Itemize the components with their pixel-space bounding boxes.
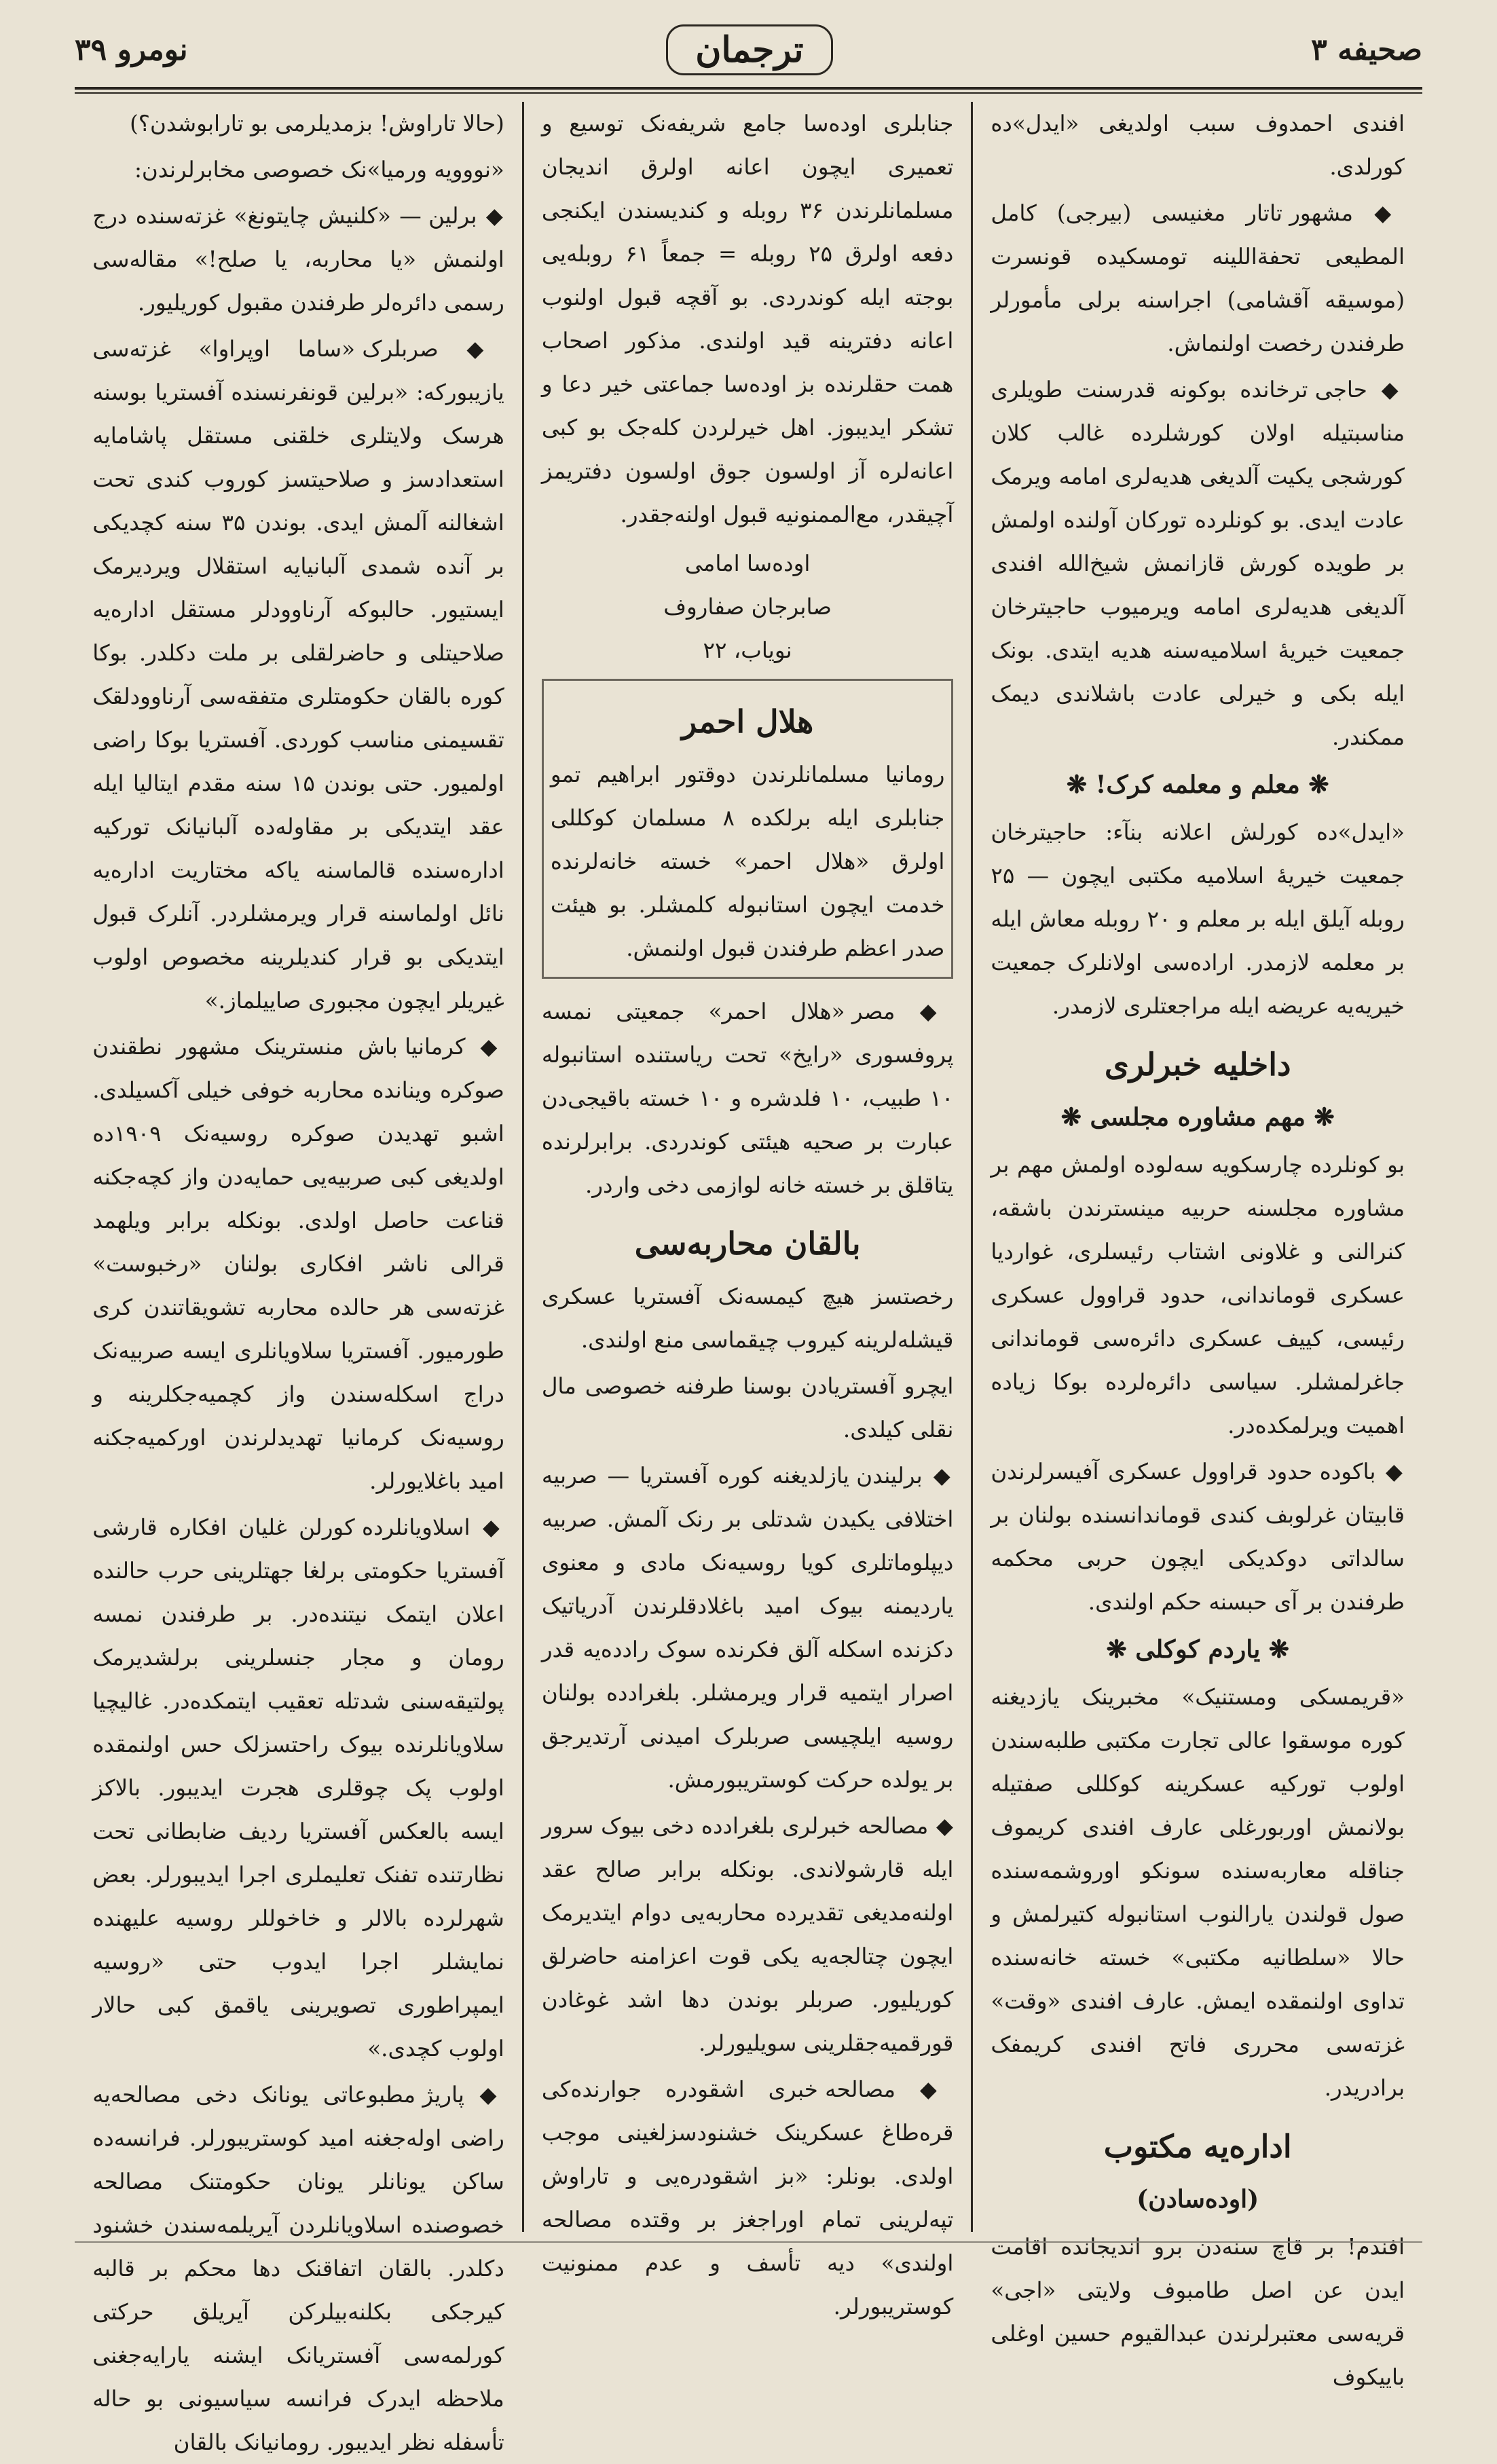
framed-section	[542, 679, 954, 979]
diamond-bullet-icon: ◆	[470, 1514, 504, 1540]
paragraph	[991, 1450, 1405, 1624]
paragraph	[92, 2073, 504, 2464]
paragraph-text: حاجی ترخانده بوکونه قدرسنت طویلری مناسبتیله اولان کورشلرده غالب کلان کورشجی یکیت آلدیغی هدیه‌لری امامه ویرمک عادت ایدی. بو کونلرده تورکان آولنده اولمش بر طویده کورش قازانمش شیخ‌الله افندی آلدیغی هدیه‌لری امامه ویرمیوب حاجیترخان جمعیت خیریهٔ اسلامیه‌سنه هدیه ایتدی. بونک ایله بکی و خیرلی عادت باشلاندی دیمک ممکندر.	[991, 377, 1405, 750]
paragraph-text: برلیندن یازلدیغنه کوره آفستریا — صربیه اختلافی یکیدن شدتلی بر رنک آلمش. صربیه دیپلوماتلری کویا روسیه‌نک مادی و معنوی یاردیمنه بیوک امید باغلادقلرندن آدریاتیک دکزنده اسکله آلق فکرنده سوک رادده‌یه قدر اصرار ایتمیه قرار ویرمشلر. بلغرادده بولنان روسیه ایلچیسی صربلرک امیدنی آرتدیرجق بر یولده حرکت کوستریبورمش.	[541, 1463, 954, 1793]
section-headline: اداره‌یه مکتوب	[1103, 2128, 1292, 2165]
column-right	[973, 102, 1422, 2390]
diamond-bullet-icon: ◆	[895, 2076, 954, 2102]
signature-line: صابرجان صفاروف	[663, 594, 832, 620]
section-subhead: ❋ مهم مشاوره مجلسی ❋	[1060, 1103, 1335, 1132]
section-subhead: (اوده‌سادن)	[1136, 2185, 1259, 2214]
diamond-bullet-icon: ◆	[922, 1462, 954, 1489]
paragraph: ایچرو آفستریادن بوسنا طرفنه خصوصی مال نقلی کیلدی.	[541, 1373, 954, 1442]
paragraph	[92, 327, 504, 1022]
ornament-icon: ❋	[1299, 770, 1329, 799]
ornament-icon: ❋	[1106, 1635, 1136, 1664]
paragraph: بو کونلرده چارسکویه سه‌لوده اولمش مهم بر مشاوره مجلسنه حربیه مینسترندن باشقه، کنرالنی و غلاونی اشتاب رئیسلری، غواردیا عسکری قو‌ماندانی، حدود قراوول عسکری رئیسی، کییف عسکری دائره‌سی قوماندانی جاغرلمشلر. سیاسی دائره‌لرده بوکا زیاده اهمیت ویرلمکده‌در.	[991, 1152, 1405, 1438]
signature-line: نویاب، ۲۲	[703, 637, 792, 663]
ornament-icon: ❋	[1260, 1635, 1289, 1664]
section-headline: بالقان محاربه‌سی	[634, 1225, 861, 1262]
signature-block	[542, 542, 954, 672]
paragraph-text: کرمانیا باش منسترینک مشهور نطقندن صوکره وینانده محاربه خوفی خیلی آکسیلدی. اشبو تهدیدن صوکره روسیه‌نک ۱۹۰۹ده اولدیغی کبی صربیه‌یی حمایه‌دن واز کچه‌جکنه قناعت حاصل اولدی. بونکله برابر ویلهمد قرالی ناشر افکاری بولنان «رخبوست» غزته‌سی هر حالده محاربه تشویقاتندن کری طورمیور. آفستریا سلاویانلری ایسه صربیه‌نک دراج اسکله‌سندن واز کچمیه‌جکلرینه و روسیه‌نک کرمانیا تهدیدلرندن اورکمیه‌جکنه امید باغلایورلر.	[92, 1034, 504, 1494]
paragraph: «قریمسکی ومستنیک» مخبرینک یازدیغنه کوره موسقوا عالی تجارت مکتبی طلبه‌سندن اولوب تورکیه عسکرینه کوکللی صفتیله بولانمش اوربورغلی عارف افندی کریموف جناقله معاربه‌سنده سونکو اوروشمه‌سنده صول قولندن یارا‌لنوب استانبوله کتیرلمش و حالا «سلطانیه مکتبی» خسته خانه‌سنده تداوی اولنمقده ایمش. عارف افندی «وقت» غزته‌سی محرری فاتح افندی کریمفک برادریدر.	[991, 1684, 1405, 2101]
diamond-bullet-icon: ◆	[464, 2081, 504, 2108]
diamond-bullet-icon: ◆	[1367, 376, 1405, 403]
ornament-icon: ❋	[1305, 1103, 1335, 1132]
ornament-icon: ❋	[1060, 1103, 1090, 1132]
bottom-edge-rule	[75, 2241, 1422, 2263]
column-left	[75, 102, 524, 2455]
ornament-icon: ❋	[1066, 770, 1096, 799]
paragraph	[92, 1506, 504, 2070]
diamond-bullet-icon: ◆	[1353, 200, 1405, 226]
signature-line: اوده‌سا امامی	[684, 550, 811, 576]
column-middle	[524, 102, 974, 2319]
diamond-bullet-icon: ◆	[477, 202, 504, 229]
masthead-rule	[75, 87, 1422, 94]
paragraph-text: مصالحه خبرلری بلغرادده دخی بیوک سرور ایله قارشولاندی. بونکله برابر صالح عقد اولنه‌مدیغی تقدیرده محاربه‌یی دوام ایتدیرمک ایچون چتالجه‌یه یکی قوت اعزامنه حاضرلق کوریلیور. صربلر بوندن دها اشد غوغادن قورقمیه‌جقلرینی سویلیورلر.	[541, 1813, 954, 2056]
masthead	[75, 19, 1422, 80]
paragraph: رخصتسز هیچ کیمسه‌نک آفستریا عسکری قیشله‌لرینه کیروب چیقماسی منع اولندی.	[541, 1284, 954, 1353]
paragraph	[542, 1804, 954, 2065]
section-subhead: ❋ یاردم کوکلی ❋	[1106, 1635, 1289, 1664]
paragraph-text: مصالحه خبری اشقودره جوارنده‌کی قره‌طاغ عسکرینک خشنودسزلغینی موجب اولدی. بونلر: «بز اشقودره‌یی و تاراوش تپه‌لرینی تمام اوراجغز بر وقتده مصالحه اولندی» دیه تأسف و عدم ممنونیت کوستریبورلر.	[541, 2076, 954, 2319]
diamond-bullet-icon: ◆	[895, 998, 954, 1024]
paragraph-text: صربلرک «ساما اوپراوا» غزته‌سی یازیبورکه: «برلین قونفرنسنده آفستریا بوسنه هرسک ولایتلری خلقنی مستقل پاشامایه استعداد‌سز و صلاحیتسز کوروب کندی تحت اشغالنه آلمش ایدی. بوندن ۳۵ سنه کچدیکی بر آنده شمدی آلبانیایه استقلال ویردیرمک ایستیور. حالبوکه آرناوودلر مستقل اداره‌یه صلاحیتلی و حاضرلقلی بر ملت دکلدر. بوکا کوره بالقان حکومتلری متفقه‌سی آرناوودلقک تقسیمنی مناسب کوردی. آفستریا بوکا راضی اولمیور. حتی بوندن ۱۵ سنه مقدم ایتالیا ایله عقد ایتدیکی بر مقاوله‌ده آلبانیانک تورکیه اداره‌سنده قالماسنه یاکه مختاریت اداره‌یه نائل اولماسنه قرار ویرمشلردر. آنلرک قبول ایتدیکی بو قرار کندیلرینه مخصوص اولوب غیریلر ایچون مجبوری صاییلماز.»	[92, 336, 504, 1013]
paragraph-text: برلین — «کلنیش چایتونغ» غزته‌سنده درج اولنمش «یا محاربه، یا صلح!» مقاله‌سی رسمی دائره‌لر طرفندن مقبول کوریلیور.	[92, 203, 504, 316]
paragraph-text: مشهور تاتار مغنیسی (بیرجی) کامل المطیعی تحفةاللینه تومسکیده قونسرت (موسیقه آقشامی) اجراسنه برلی مأمورلر طرفندن رخصت اولنماش.	[991, 200, 1405, 356]
page-number-label: صحیفه ۳	[1311, 32, 1422, 67]
issue-number-label: نومرو ۳۹	[75, 32, 188, 67]
paragraph: جنابلری اوده‌سا جامع شریفه‌نک توسیع و تعمیری ایچون اعانه اولرق اندیجان مسلمانلرندن ۳۶ روبله و کندیسندن ایکنجی دفعه اولرق ۲۵ روبله = جمعاً ۶۱ روبله‌یی بوجته ایله کوندردی. بو آقچه قبول اولنوب اعانه دفترینه قید اولندی. مذکور اصحاب همت حقلرنده بز اوده‌سا جماعتی خیر دعا و تشکر ایدیبوز. اهل خیرلردن کله‌جک بو کبی اعانه‌لره آز اولسون جوق اولسون دفتریمز آچیقدر، مع‌الممنونیه قبول اولنه‌جقدر.	[541, 111, 954, 527]
paragraph-text: باکوده حدود قراوول عسکری آفیسرلرندن قابیتان غرلوبف کندی قوماندانسنده بولنان بر سالداتی دوکدیکی ایچون حربی محکمه طرفندن بر آی حبسنه حکم اولندی.	[991, 1459, 1405, 1615]
paragraph: «نووویه ورمیا»نک خصوصی مخابرلرندن:	[134, 157, 504, 183]
paragraph	[991, 191, 1405, 365]
paragraph: رومانیا مسلمانلرندن دوقتور ابراهیم تمو جنابلری ایله برلکده ۸ مسلمان کوکللی اولرق «هلال احمر» خسته خانه‌لرنده خدمت ایچون استانبوله کلمشلر. بو هیئت صدر اعظم طرفندن قبول اولنمش.	[550, 762, 945, 961]
section-headline: داخلیه خبرلری	[1104, 1046, 1291, 1083]
paragraph	[542, 1454, 954, 1802]
text-columns	[75, 102, 1422, 2455]
paragraph: افندی احمدوف سبب اولدیغی «ایدل»ده کورلدی.	[991, 111, 1405, 180]
newspaper-title: ترجمان	[666, 24, 832, 75]
paragraph	[991, 368, 1405, 759]
paragraph: (حالا تاراوش! بزمدیلرمی بو تارابوشدن؟)	[130, 111, 504, 136]
diamond-bullet-icon: ◆	[928, 1812, 954, 1839]
section-headline: هلال احمر	[681, 703, 814, 740]
paragraph-text: اسلاویانلرده کورلن غلیان افکاره قارشی آفستریا حکومتی برلغا جهتلرینی حرب حالنده اعلان ایتمک نیتنده‌در. بر طرفندن نمسه رومان و مجار جنسلرینی برلشدیرمک پولتیقه‌سنی شدتله تعقیب ایتمکده‌در. غالیچیا سلاویانلرنده بیوک راحتسزلک حس اولنمقده اولوب پک چوقلری هجرت ایدیبور. بالاکز ایسه بالعکس آفستریا ردیف ضابطانی تحت نظارتنده تفنک تعلیملری اجرا ایدیبورلر. بعض شهرلرده بالالر و خاخوللر روسیه علیهنده نمایشلر اجرا ایدوب حتی «روسیه ایمپراطوری تصویرینی یاقمق کبی حالار اولوب کچدی.»	[92, 1514, 504, 2061]
paragraph	[542, 990, 954, 1207]
paragraph-text: پاریژ مطبوعاتی یونانک دخی مصالحه‌یه راضی اوله‌جغنه امید کوستریبورلر. فرانسه‌ده ساکن یونانلر یونان حکومتنک مصالحه خصوصنده اسلاویانلردن آیریلمه‌سندن خشنود دکلدر. بالقان اتفاقنک دها محکم بر قالبه کیرجکی بکلنه‌بیلرکن آیریلق حرکتی کورلمه‌سی آفستریانک ایشنه یارایه‌جغنی ملاحظه ایدرک فرانسه سیاسیونی بو حاله تأسفله نظر ایدیبور. رومانیانک بالقان	[92, 2082, 504, 2455]
diamond-bullet-icon: ◆	[1375, 1458, 1405, 1485]
paragraph	[542, 2068, 954, 2328]
diamond-bullet-icon: ◆	[438, 335, 504, 362]
section-subhead: ❋ معلم و معلمه کرک! ❋	[1066, 770, 1329, 799]
paragraph: افندم! بر قاچ سنه‌دن برو اندیجانده اقامت ایدن عن اصل طامبوف ولایتی «اجی» قریه‌سی معتبرلرندن عبدالقیوم حسین اوغلی باییکوف	[991, 2234, 1405, 2390]
diamond-bullet-icon: ◆	[465, 1033, 504, 1060]
paragraph-text: مصر «هلال احمر» جمعیتی نمسه پروفسوری «رایخ» تحت ریاستنده استانبوله ۱۰ طبیب، ۱۰ فلدشره و ۱۰ خسته باقیجی‌دن عبارت بر صحیه هیئتی کوندردی. برابرلرنده یتاقلق بر خسته خانه لوازمی دخی واردر.	[541, 998, 954, 1198]
paragraph: «ایدل»ده کورلش اعلانه بنآء: حاجیترخان جمعیت خیریهٔ اسلامیه مکتبی ایچون — ۲۵ روبله آیلق ایله بر معلم و ۲۰ روبله معاش ایله بر معلمه لازمدر. اراده‌سی اولانلرک جمعیت خیریه‌یه عریضه ایله مراجعتلری لازمدر.	[991, 819, 1405, 1019]
paragraph	[92, 194, 504, 324]
paragraph	[92, 1025, 504, 1503]
